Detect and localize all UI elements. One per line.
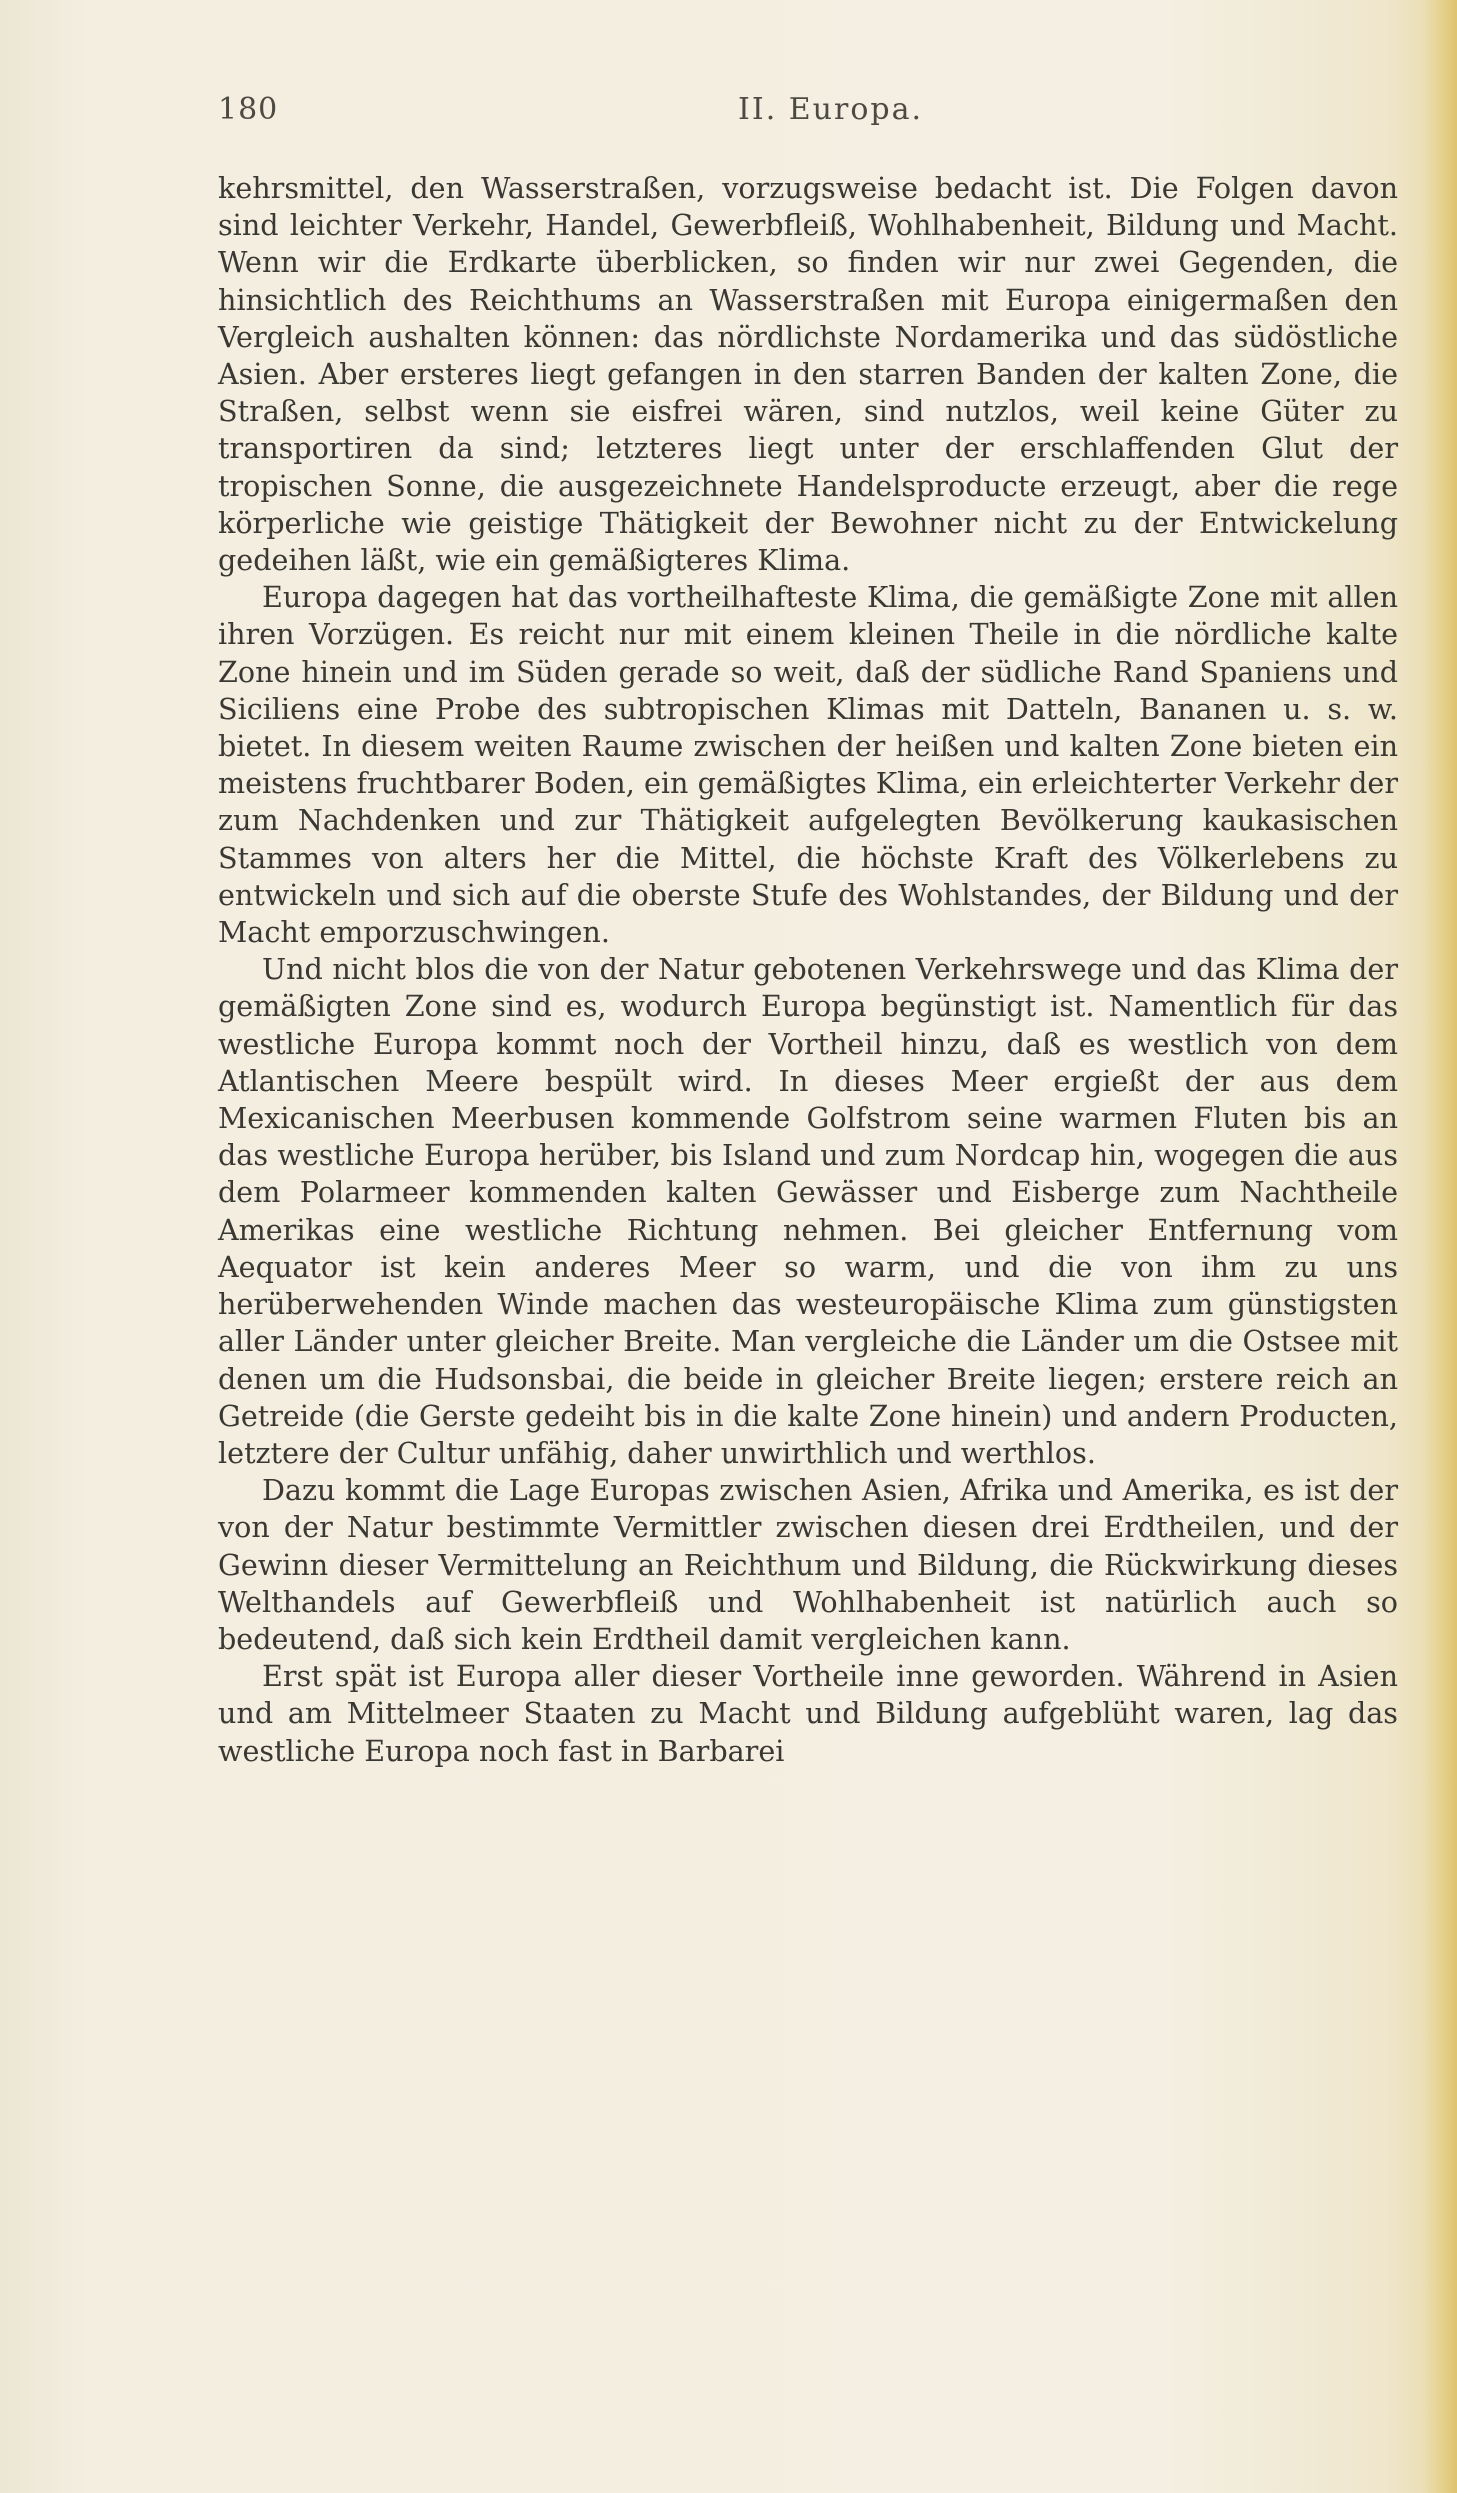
paragraph-gulf-stream: Und nicht blos die von der Natur gebotenen Verkehrswege und das Klima der gemäßigten Zone sind es, wodurch Europa begünstigt ist. Namentlich für das westliche Europa kommt noch der Vortheil hinzu, daß es westlich von dem Atlantischen Meere bespült wird. In dieses Meer ergießt der aus dem Mexicanischen Meerbusen kommende Golfstrom seine warmen Fluten bis an das westliche Europa herüber, bis Island und zum Nordcap hin, wogegen die aus dem Polarmeer kommenden kalten Gewässer und Eisberge zum Nachtheile Amerikas eine westliche Richtung nehmen. Bei gleicher Entfernung vom Aequator ist kein anderes Meer so warm, und die von ihm zu uns herüberwehenden Winde machen das westeuropäische Klima zum günstigsten aller Länder unter gleicher Breite. Man vergleiche die Länder um die Ostsee mit denen um die Hudsonsbai, die beide in gleicher Breite liegen; erstere reich an Getreide (die Gerste gedeiht bis in die kalte Zone hinein) und andern Producten, letztere der Cultur unfähig, daher unwirthlich und werthlos. [218,952,1398,1470]
page-edge-discoloration [1423,0,1457,2493]
page-header [218,92,1398,140]
paragraph-continued: kehrsmittel, den Wasserstraßen, vorzugsweise bedacht ist. Die Folgen davon sind leichter Verkehr, Handel, Gewerbfleiß, Wohlhabenheit, Bildung und Macht. Wenn wir die Erdkarte überblicken, so finden wir nur zwei Gegenden, die hinsichtlich des Reichthums an Wasserstraßen mit Europa einigermaßen den Vergleich aushalten können: das nördlichste Nordamerika und das südöstliche Asien. Aber ersteres liegt gefangen in den starren Banden der kalten Zone, die Straßen, selbst wenn sie eisfrei wären, sind nutzlos, weil keine Güter zu transportiren da sind; letzteres liegt unter der erschlaffenden Glut der tropischen Sonne, die ausgezeichnete Handelsproducte erzeugt, aber die rege körperliche wie geistige Thätigkeit der Bewohner nicht zu der Entwickelung gedeihen läßt, wie ein gemäßigteres Klima. [218,171,1398,578]
page-number: 180 [218,92,279,127]
body-text [218,170,1398,1770]
paragraph-history: Erst spät ist Europa aller dieser Vortheile inne geworden. Während in Asien und am Mittelmeer Staaten zu Macht und Bildung aufgeblüht waren, lag das westliche Europa noch fast in Barbarei [218,1659,1398,1768]
paragraph-climate: Europa dagegen hat das vortheilhafteste Klima, die gemäßigte Zone mit allen ihren Vorzügen. Es reicht nur mit einem kleinen Theile in die nördliche kalte Zone hinein und im Süden gerade so weit, daß der südliche Rand Spaniens und Siciliens eine Probe des subtropischen Klimas mit Datteln, Bananen u. s. w. bietet. In diesem weiten Raume zwischen der heißen und kalten Zone bieten ein meistens fruchtbarer Boden, ein gemäßigtes Klima, ein erleichterter Verkehr der zum Nachdenken und zur Thätigkeit aufgelegten Bevölkerung kaukasischen Stammes von alters her die Mittel, die höchste Kraft des Völkerlebens zu entwickeln und sich auf die oberste Stufe des Wohlstandes, der Bildung und der Macht emporzuschwingen. [218,580,1398,950]
paragraph-position: Dazu kommt die Lage Europas zwischen Asien, Afrika und Amerika, es ist der von der Natur bestimmte Vermittler zwischen diesen drei Erdtheilen, und der Gewinn dieser Vermittelung an Reichthum und Bildung, die Rückwirkung dieses Welthandels auf Gewerbfleiß und Wohlhabenheit ist natürlich auch so bedeutend, daß sich kein Erdtheil damit vergleichen kann. [218,1473,1398,1656]
running-head: II. Europa. [738,92,924,127]
